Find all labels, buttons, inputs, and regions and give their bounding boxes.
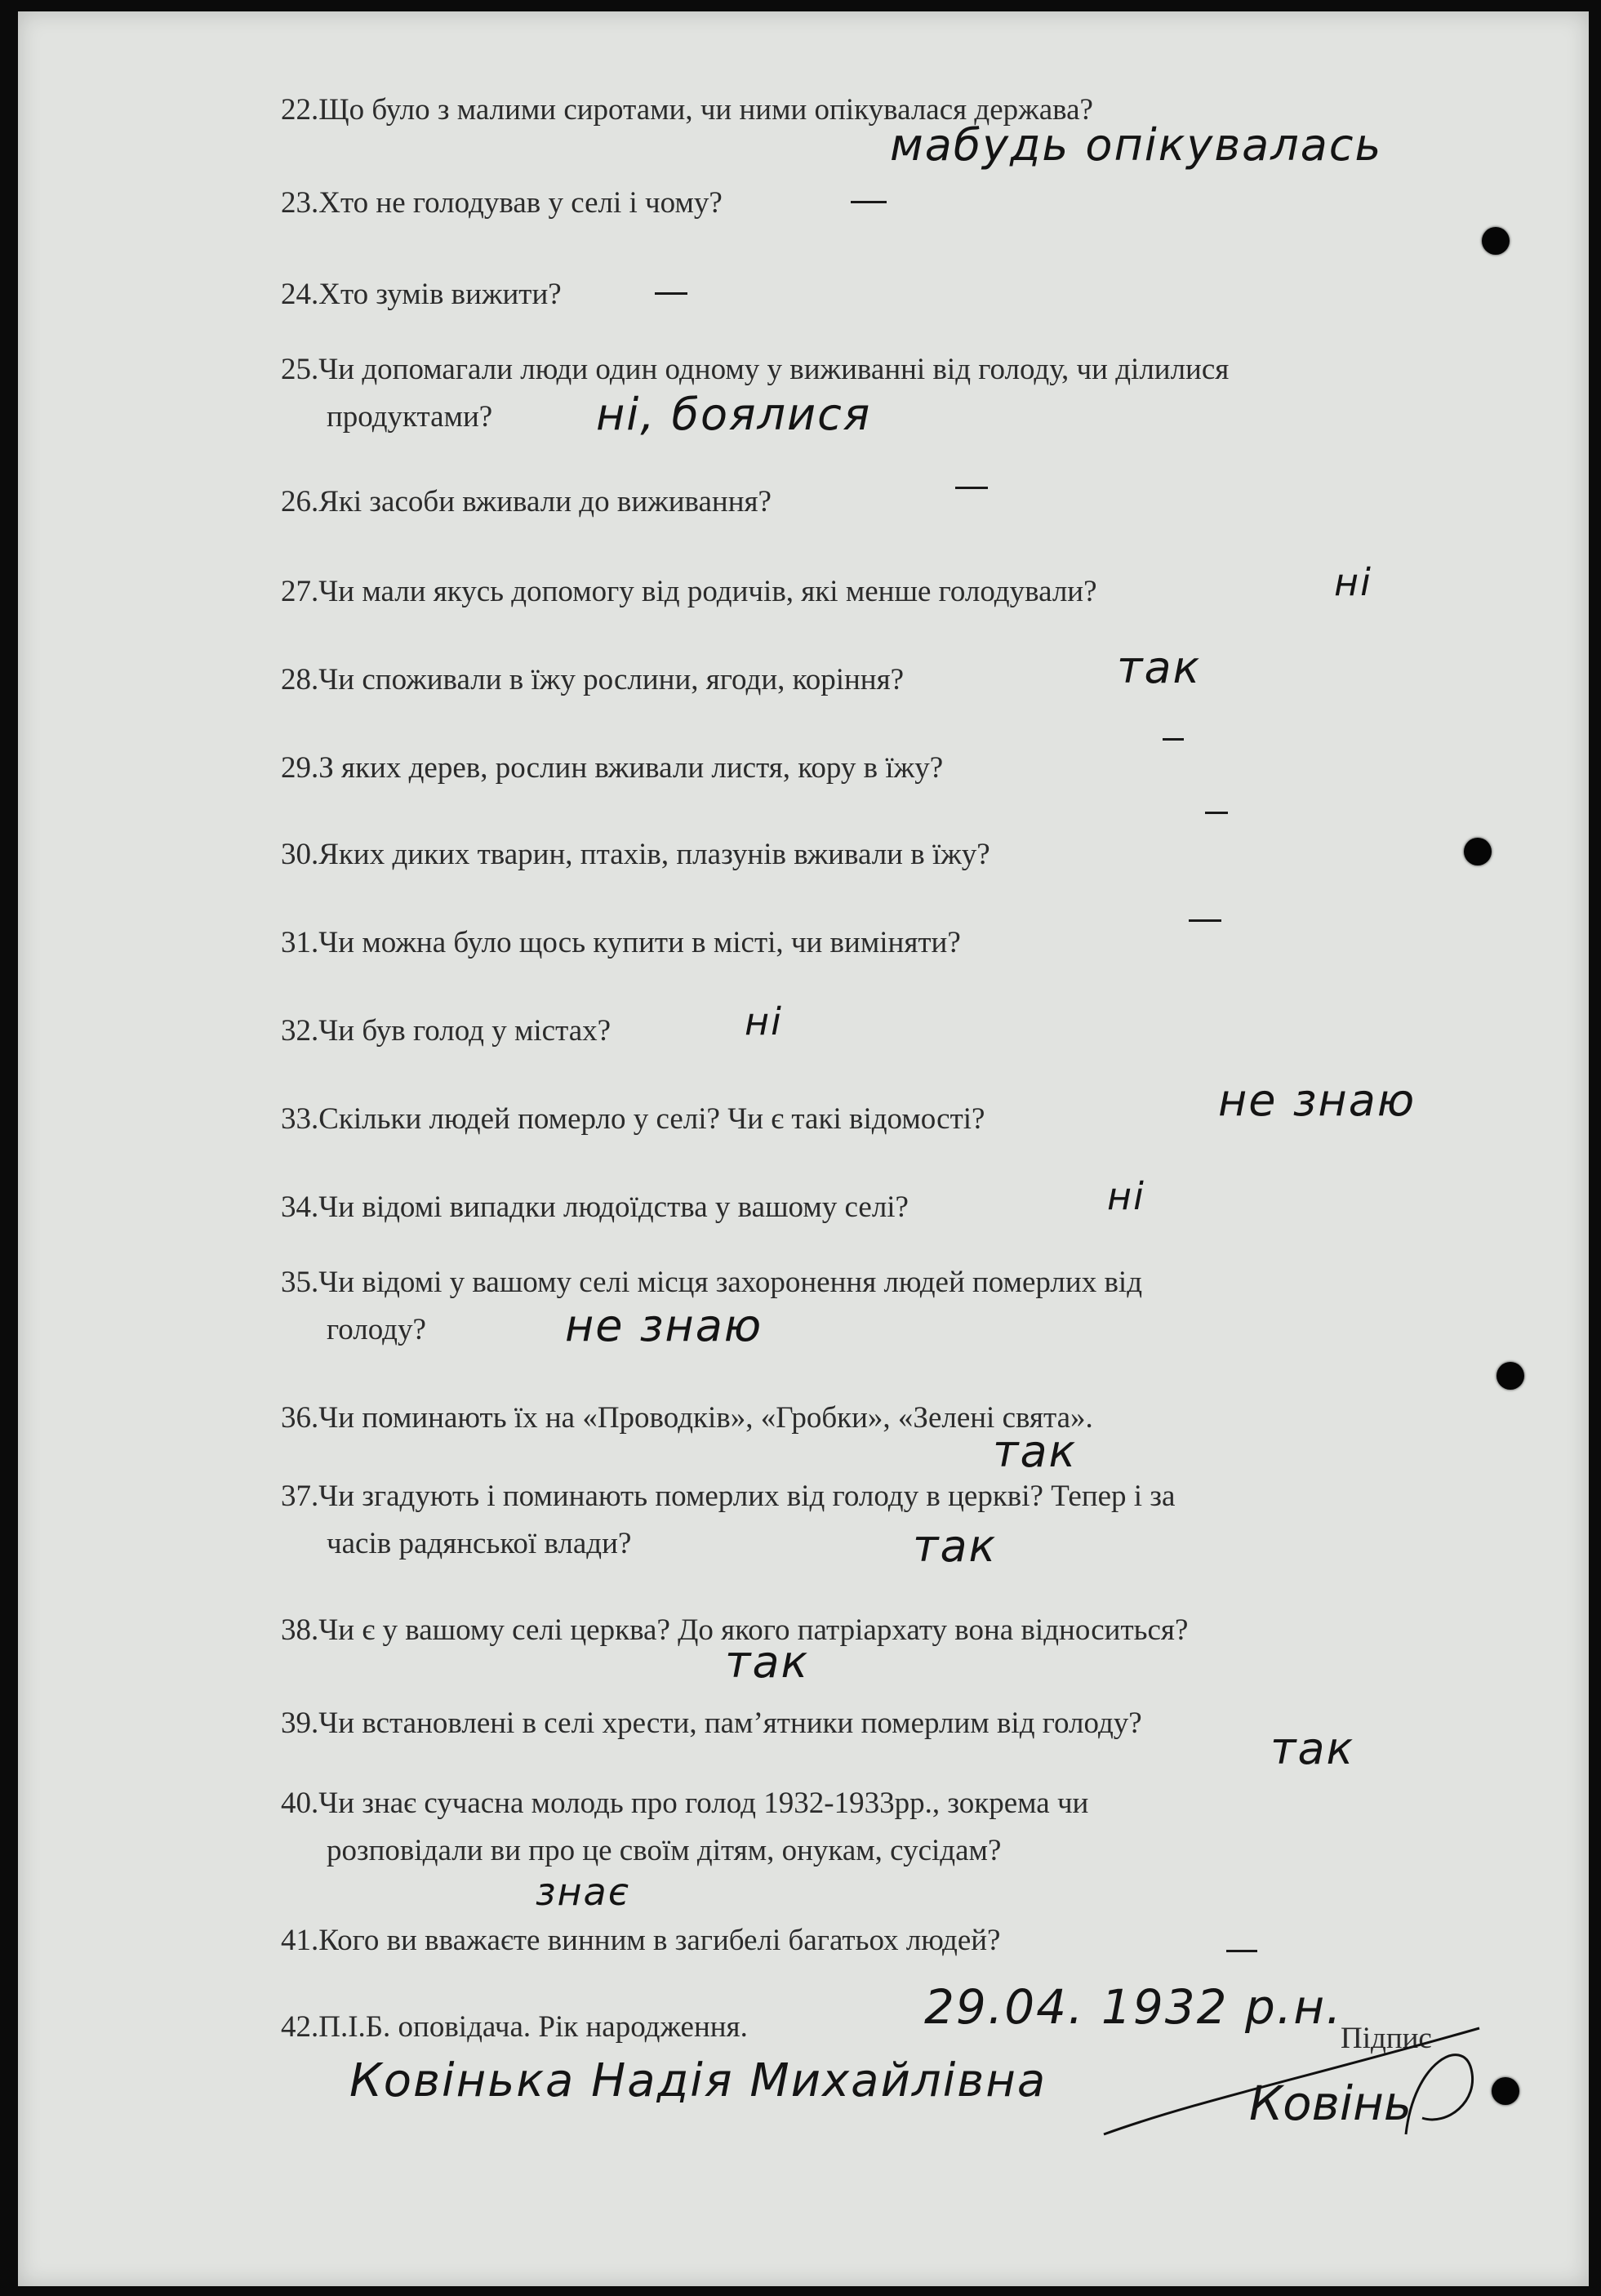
answer-29-dash bbox=[1163, 738, 1184, 741]
answer-birth: 29.04. 1932 р.н. bbox=[924, 1979, 1343, 2035]
questionnaire-page bbox=[18, 11, 1589, 2286]
answer-31-dash bbox=[1189, 919, 1221, 922]
answer-32: ні bbox=[745, 999, 783, 1043]
question-30: 30.Яких диких тварин, птахів, плазунів вживали в їжу? bbox=[281, 838, 990, 871]
answer-name: Ковінька Надія Михайлівна bbox=[349, 2054, 1047, 2107]
answer-40: знає bbox=[536, 1870, 630, 1914]
question-36: 36.Чи поминають їх на «Проводків», «Гробки», «Зелені свята». bbox=[281, 1401, 1093, 1435]
punch-hole-top bbox=[1482, 227, 1510, 255]
question-31: 31.Чи можна було щось купити в місті, чи виміняти? bbox=[281, 926, 961, 959]
punch-hole-lower bbox=[1496, 1362, 1524, 1390]
signature: Ковінь bbox=[1249, 2076, 1412, 2131]
answer-25: ні, боялися bbox=[596, 389, 872, 440]
answer-22: мабудь опікувалась bbox=[890, 119, 1383, 171]
answer-33: не знаю bbox=[1218, 1075, 1416, 1126]
question-33: 33.Скільки людей померло у селі? Чи є такі відомості? bbox=[281, 1102, 985, 1136]
answer-34: ні bbox=[1107, 1174, 1145, 1218]
question-32: 32.Чи був голод у містах? bbox=[281, 1014, 611, 1048]
answer-41-dash bbox=[1226, 1950, 1257, 1952]
answer-37-top: так bbox=[993, 1426, 1078, 1477]
question-39: 39.Чи встановлені в селі хрести, пам’ятники померлим від голоду? bbox=[281, 1706, 1142, 1740]
question-28: 28.Чи споживали в їжу рослини, ягоди, коріння? bbox=[281, 663, 905, 696]
answer-23-dash bbox=[851, 201, 887, 203]
question-42: 42.П.І.Б. оповідача. Рік народження. bbox=[281, 2010, 748, 2044]
question-37: 37.Чи згадують і поминають померлих від голоду в церкві? Тепер і за часів радянської влади? bbox=[281, 1479, 1176, 1560]
answer-30-dash bbox=[1205, 812, 1228, 814]
question-27: 27.Чи мали якусь допомогу від родичів, які менше голодували? bbox=[281, 575, 1097, 608]
question-22: 22.Що було з малими сиротами, чи ними опікувалася держава? bbox=[281, 93, 1093, 127]
punch-hole-bottom bbox=[1492, 2077, 1519, 2105]
answer-35: не знаю bbox=[565, 1300, 763, 1351]
question-26: 26.Які засоби вживали до виживання? bbox=[281, 485, 772, 518]
signature-label: Підпис bbox=[1341, 2022, 1432, 2055]
question-23: 23.Хто не голодував у селі і чому? bbox=[281, 186, 723, 220]
answer-27: ні bbox=[1334, 560, 1372, 604]
question-34: 34.Чи відомі випадки людоїдства у вашому селі? bbox=[281, 1190, 909, 1224]
answer-37-bottom: так bbox=[913, 1520, 998, 1572]
question-40: 40.Чи знає сучасна молодь про голод 1932-1933рр., зокрема чи розповідали ви про це своїм дітям, онукам, сусідам? bbox=[281, 1787, 1089, 1867]
answer-24-dash bbox=[655, 292, 687, 295]
answer-38: так bbox=[725, 1636, 810, 1688]
question-35: 35.Чи відомі у вашому селі місця захоронення людей померлих від голоду? bbox=[281, 1266, 1143, 1346]
answer-39: так bbox=[1270, 1723, 1355, 1774]
punch-hole-middle bbox=[1464, 838, 1492, 865]
answer-28: так bbox=[1117, 642, 1202, 693]
question-24: 24.Хто зумів вижити? bbox=[281, 278, 562, 311]
answer-26-dash bbox=[955, 487, 988, 489]
question-38: 38.Чи є у вашому селі церква? До якого патріархату вона відноситься? bbox=[281, 1613, 1189, 1647]
question-29: 29.З яких дерев, рослин вживали листя, кору в їжу? bbox=[281, 751, 944, 785]
question-41: 41.Кого ви вважаєте винним в загибелі багатьох людей? bbox=[281, 1924, 1001, 1957]
question-25: 25.Чи допомагали люди один одному у виживанні від голоду, чи ділилися продуктами? bbox=[281, 353, 1230, 434]
